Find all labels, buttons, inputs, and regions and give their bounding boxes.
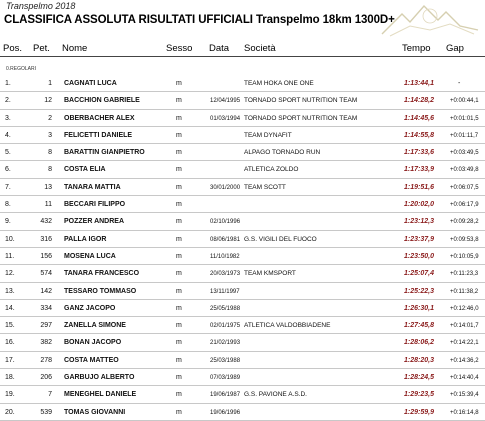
table-row xyxy=(0,386,485,403)
row-date: 30/01/2000 xyxy=(210,184,241,191)
row-sex: m xyxy=(176,80,182,87)
row-date: 21/02/1993 xyxy=(210,340,241,347)
row-gap: +0:16:14,8 xyxy=(450,409,479,416)
row-pos: 15. xyxy=(5,322,15,330)
table-row xyxy=(0,213,485,230)
row-gap: +0:11:23,3 xyxy=(450,271,479,278)
row-sex: m xyxy=(176,201,182,209)
row-pos: 9. xyxy=(5,218,11,226)
results-table xyxy=(0,75,485,421)
row-date: 13/11/1997 xyxy=(210,288,240,295)
row-sex: m xyxy=(176,270,182,278)
col-date: Data xyxy=(209,43,230,54)
row-time: 1:19:51,6 xyxy=(404,183,434,191)
row-name: MENEGHEL DANIELE xyxy=(64,391,137,399)
row-pos: 12. xyxy=(5,270,15,278)
row-gap: +0:01:11,7 xyxy=(450,132,479,139)
row-pos: 8. xyxy=(5,201,11,209)
row-time: 1:14:55,8 xyxy=(404,131,434,139)
row-time: 1:29:59,9 xyxy=(404,408,434,416)
row-date: 08/06/1981 xyxy=(210,236,241,243)
section-label: 0.REGOLARI xyxy=(6,66,37,72)
column-header-row xyxy=(0,40,485,57)
row-team: TEAM KMSPORT xyxy=(244,270,296,278)
row-name: TESSARO TOMMASO xyxy=(64,287,137,295)
row-time: 1:17:33,6 xyxy=(404,149,434,157)
row-time: 1:20:02,0 xyxy=(404,201,434,209)
row-time: 1:27:45,8 xyxy=(404,322,434,330)
row-pet: 142 xyxy=(40,287,52,295)
row-pet: 2 xyxy=(48,114,52,122)
row-pet: 316 xyxy=(40,235,52,243)
row-sex: m xyxy=(176,374,182,382)
row-pet: 8 xyxy=(48,149,52,157)
row-pet: 278 xyxy=(40,356,52,364)
row-pos: 10. xyxy=(5,235,15,243)
row-pos: 7. xyxy=(5,183,11,191)
row-date: 25/03/1988 xyxy=(210,357,241,364)
row-date: 12/04/1995 xyxy=(210,98,241,105)
table-row xyxy=(0,161,485,178)
col-team: Società xyxy=(244,43,276,54)
row-pos: 2. xyxy=(5,97,11,105)
row-sex: m xyxy=(176,287,182,295)
row-time: 1:14:28,2 xyxy=(404,97,434,105)
row-pet: 539 xyxy=(40,408,52,416)
row-team: TEAM HOKA ONE ONE xyxy=(244,80,314,87)
table-row xyxy=(0,369,485,386)
header-subtitle: Transpelmo 2018 xyxy=(6,1,76,11)
row-sex: m xyxy=(176,149,182,157)
row-name: MOSENA LUCA xyxy=(64,252,116,260)
row-gap: +0:06:17,9 xyxy=(450,202,479,209)
row-date: 25/05/1988 xyxy=(210,305,241,312)
row-sex: m xyxy=(176,391,182,399)
page-title: CLASSIFICA ASSOLUTA RISULTATI UFFICIALI Transpelmo 18km 1300D+ xyxy=(4,14,395,26)
row-gap: +0:06:07,5 xyxy=(450,184,479,191)
table-row xyxy=(0,127,485,144)
table-row xyxy=(0,92,485,109)
row-time: 1:25:07,4 xyxy=(404,270,434,278)
row-time: 1:25:22,3 xyxy=(404,287,434,295)
row-sex: m xyxy=(176,183,182,191)
table-row xyxy=(0,196,485,213)
row-gap: +0:03:49,8 xyxy=(450,167,479,174)
row-gap: +0:12:46,0 xyxy=(450,305,479,312)
row-team: TORNADO SPORT NUTRITION TEAM xyxy=(244,97,358,105)
mountain-logo xyxy=(380,0,480,40)
table-row xyxy=(0,283,485,300)
row-gap: +0:11:38,2 xyxy=(450,288,479,295)
row-sex: m xyxy=(176,131,182,139)
row-time: 1:28:20,3 xyxy=(404,356,434,364)
row-sex: m xyxy=(176,304,182,312)
row-sex: m xyxy=(176,97,182,105)
row-team: ATLETICA ZOLDO xyxy=(244,166,299,174)
row-team: G.S. VIGILI DEL FUOCO xyxy=(244,235,317,243)
row-time: 1:26:30,1 xyxy=(404,304,434,312)
row-date: 20/03/1973 xyxy=(210,271,241,278)
row-gap: +0:15:39,4 xyxy=(450,392,479,399)
row-sex: m xyxy=(176,218,182,226)
row-team: TEAM DYNAFIT xyxy=(244,131,292,139)
row-pos: 4. xyxy=(5,131,11,139)
row-sex: m xyxy=(176,252,182,260)
row-time: 1:23:50,0 xyxy=(404,252,434,260)
table-row xyxy=(0,334,485,351)
col-pos: Pos. xyxy=(3,43,23,54)
row-date: 02/10/1996 xyxy=(210,219,241,226)
row-gap: +0:14:36,2 xyxy=(450,357,479,364)
row-gap: +0:14:01,7 xyxy=(450,323,479,330)
row-team: G.S. PAVIONE A.S.D. xyxy=(244,391,307,399)
row-gap: +0:14:22,1 xyxy=(450,340,479,347)
row-pet: 7 xyxy=(48,391,52,399)
row-name: BARATTIN GIANPIETRO xyxy=(64,149,145,157)
col-gap: Gap xyxy=(446,43,464,54)
row-team: TORNADO SPORT NUTRITION TEAM xyxy=(244,114,358,122)
row-name: PALLA IGOR xyxy=(64,235,107,243)
col-name: Nome xyxy=(62,43,88,54)
row-name: GARBUJO ALBERTO xyxy=(64,374,135,382)
row-name: BECCARI FILIPPO xyxy=(64,201,126,209)
row-pet: 382 xyxy=(40,339,52,347)
row-time: 1:29:23,5 xyxy=(404,391,434,399)
table-row xyxy=(0,404,485,421)
col-sex: Sesso xyxy=(166,43,193,54)
row-pet: 297 xyxy=(40,322,52,330)
row-name: FELICETTI DANIELE xyxy=(64,131,133,139)
table-row xyxy=(0,352,485,369)
row-pos: 16. xyxy=(5,339,15,347)
row-sex: m xyxy=(176,166,182,174)
row-time: 1:13:44,1 xyxy=(404,80,434,87)
row-pet: 8 xyxy=(48,166,52,174)
row-name: POZZER ANDREA xyxy=(64,218,125,226)
col-pet: Pet. xyxy=(33,43,50,54)
row-name: ZANELLA SIMONE xyxy=(64,322,126,330)
row-gap: +0:00:44,1 xyxy=(450,98,479,105)
row-name: TOMAS GIOVANNI xyxy=(64,408,126,416)
row-team: ALPAGO TORNADO RUN xyxy=(244,149,321,157)
row-pos: 17. xyxy=(5,356,15,364)
table-row xyxy=(0,110,485,127)
row-time: 1:28:06,2 xyxy=(404,339,434,347)
row-pos: 19. xyxy=(5,391,15,399)
row-sex: m xyxy=(176,408,182,416)
row-date: 01/03/1994 xyxy=(210,115,241,122)
row-time: 1:23:37,9 xyxy=(404,235,434,243)
row-date: 19/06/1987 xyxy=(210,392,241,399)
row-sex: m xyxy=(176,235,182,243)
row-pet: 12 xyxy=(44,97,52,105)
row-pet: 1 xyxy=(48,80,52,87)
row-pet: 206 xyxy=(40,374,52,382)
row-pos: 5. xyxy=(5,149,11,157)
row-pos: 3. xyxy=(5,114,11,122)
row-pos: 1. xyxy=(5,80,11,87)
row-time: 1:28:24,5 xyxy=(404,374,434,382)
row-name: COSTA MATTEO xyxy=(64,356,119,364)
row-pet: 11 xyxy=(44,201,52,209)
table-row xyxy=(0,300,485,317)
row-name: TANARA MATTIA xyxy=(64,183,121,191)
row-name: COSTA ELIA xyxy=(64,166,106,174)
row-pet: 432 xyxy=(40,218,52,226)
table-row xyxy=(0,75,485,92)
row-date: 07/03/1989 xyxy=(210,375,241,382)
row-pet: 574 xyxy=(40,270,52,278)
row-name: GANZ JACOPO xyxy=(64,304,116,312)
table-row xyxy=(0,179,485,196)
table-row xyxy=(0,265,485,282)
row-pet: 3 xyxy=(48,131,52,139)
row-pos: 18. xyxy=(5,374,15,382)
row-name: BONAN JACOPO xyxy=(64,339,122,347)
row-gap: +0:03:49,5 xyxy=(450,150,479,157)
col-time: Tempo xyxy=(402,43,431,54)
row-sex: m xyxy=(176,339,182,347)
row-name: BACCHION GABRIELE xyxy=(64,97,140,105)
row-time: 1:14:45,6 xyxy=(404,114,434,122)
row-pet: 334 xyxy=(40,304,52,312)
row-team: ATLETICA VALDOBBIADENE xyxy=(244,322,331,330)
row-team: TEAM SCOTT xyxy=(244,183,286,191)
row-gap: +0:14:40,4 xyxy=(450,375,479,382)
row-date: 11/10/1982 xyxy=(210,253,240,260)
row-sex: m xyxy=(176,356,182,364)
row-sex: m xyxy=(176,322,182,330)
table-row xyxy=(0,231,485,248)
table-row xyxy=(0,144,485,161)
row-gap: +0:10:05,9 xyxy=(450,253,479,260)
row-pet: 13 xyxy=(44,183,52,191)
row-gap: +0:01:01,5 xyxy=(450,115,479,122)
table-row xyxy=(0,317,485,334)
row-name: OBERBACHER ALEX xyxy=(64,114,135,122)
row-gap: +0:09:53,8 xyxy=(450,236,479,243)
row-gap: +0:09:28,2 xyxy=(450,219,479,226)
row-time: 1:17:33,9 xyxy=(404,166,434,174)
row-pos: 6. xyxy=(5,166,11,174)
row-pos: 20. xyxy=(5,408,15,416)
row-date: 02/01/1975 xyxy=(210,323,241,330)
row-pos: 11. xyxy=(5,252,15,260)
row-time: 1:23:12,3 xyxy=(404,218,434,226)
row-name: CAGNATI LUCA xyxy=(64,80,117,87)
row-sex: m xyxy=(176,114,182,122)
row-pet: 156 xyxy=(40,252,52,260)
row-date: 19/06/1996 xyxy=(210,409,241,416)
table-row xyxy=(0,248,485,265)
row-pos: 14. xyxy=(5,304,15,312)
row-pos: 13. xyxy=(5,287,15,295)
row-name: TANARA FRANCESCO xyxy=(64,270,140,278)
row-gap: - xyxy=(458,80,461,87)
